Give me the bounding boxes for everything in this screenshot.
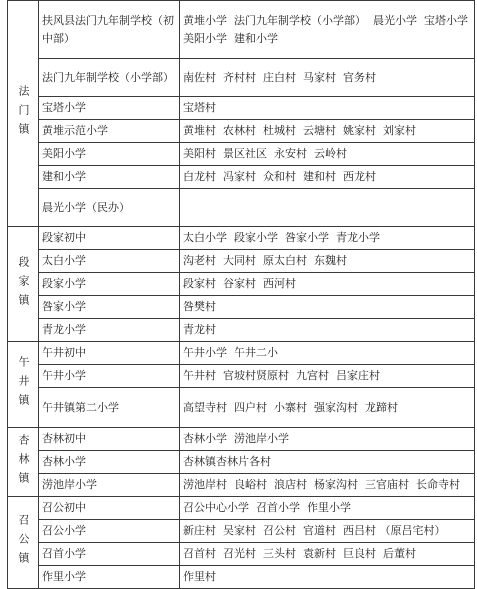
table-row — [8, 365, 475, 388]
catchment-area-cell: 作里村 — [180, 566, 475, 589]
table-row — [8, 388, 475, 428]
school-cell: 黄堆示范小学 — [39, 120, 180, 143]
table-row — [8, 166, 475, 189]
catchment-area-cell: 黄堆村 农林村 杜城村 云塘村 姚家村 刘家村 — [180, 120, 475, 143]
table-row — [8, 1, 475, 59]
school-cell: 杏林小学 — [39, 451, 180, 474]
school-cell: 咎家小学 — [39, 296, 180, 319]
table-row — [8, 474, 475, 497]
catchment-area-cell: 高望寺村 四户村 小寨村 强家沟村 龙蹄村 — [180, 388, 475, 428]
town-name: 段家镇 — [17, 255, 30, 313]
catchment-area-cell: 南佐村 齐村村 庄白村 马家村 官务村 — [180, 59, 475, 97]
catchment-area-cell: 杏林小学 涝池岸小学 — [180, 428, 475, 451]
town-cell — [8, 497, 39, 589]
catchment-area-cell: 宝塔村 — [180, 97, 475, 120]
table-row — [8, 319, 475, 342]
town-cell — [8, 227, 39, 342]
table-row — [8, 227, 475, 250]
table-row — [8, 189, 475, 227]
table-row — [8, 543, 475, 566]
school-cell: 作里小学 — [39, 566, 180, 589]
table-row — [8, 520, 475, 543]
table-row — [8, 342, 475, 365]
table-row — [8, 273, 475, 296]
table-row — [8, 120, 475, 143]
catchment-area-cell: 太白小学 段家小学 咎家小学 青龙小学 — [180, 227, 475, 250]
town-cell — [8, 428, 39, 497]
school-cell: 杏林初中 — [39, 428, 180, 451]
catchment-area-cell: 咎樊村 — [180, 296, 475, 319]
catchment-area-cell: 涝池岸村 良峪村 浪店村 杨家沟村 三官庙村 长命寺村 — [180, 474, 475, 497]
catchment-area-cell: 段家村 谷家村 西河村 — [180, 273, 475, 296]
table-row — [8, 428, 475, 451]
table-row — [8, 143, 475, 166]
school-cell: 晨光小学（民办） — [39, 189, 180, 227]
school-zone-table — [7, 0, 475, 589]
town-name: 召公镇 — [17, 514, 30, 571]
town-name: 杏林镇 — [17, 433, 30, 491]
table-row — [8, 497, 475, 520]
school-cell: 建和小学 — [39, 166, 180, 189]
school-cell: 扶风县法门九年制学校（初中部） — [39, 1, 180, 59]
table-row — [8, 97, 475, 120]
catchment-area-cell: 召首村 召光村 三头村 袁新村 巨良村 后董村 — [180, 543, 475, 566]
table-row — [8, 451, 475, 474]
table-row — [8, 250, 475, 273]
catchment-area-cell: 召公中心小学 召首小学 作里小学 — [180, 497, 475, 520]
catchment-area-cell: 午井村 官坡村贤原村 九宫村 吕家庄村 — [180, 365, 475, 388]
school-cell: 涝池岸小学 — [39, 474, 180, 497]
catchment-area-cell: 杏林镇杏林片各村 — [180, 451, 475, 474]
catchment-area-cell: 黄堆小学 法门九年制学校（小学部） 晨光小学 宝塔小学 美阳小学 建和小学 — [180, 1, 475, 59]
catchment-area-cell: 青龙村 — [180, 319, 475, 342]
catchment-area-cell: 沟老村 大同村 原太白村 东魏村 — [180, 250, 475, 273]
catchment-area-cell: 新庄村 吴家村 召公村 官道村 西吕村 （原吕宅村） — [180, 520, 475, 543]
town-name: 午井镇 — [17, 356, 30, 413]
town-cell — [8, 1, 39, 227]
school-cell: 午井初中 — [39, 342, 180, 365]
catchment-area-cell: 白龙村 冯家村 众和村 建和村 西龙村 — [180, 166, 475, 189]
school-cell: 宝塔小学 — [39, 97, 180, 120]
school-cell: 召首小学 — [39, 543, 180, 566]
table-row — [8, 59, 475, 97]
school-cell: 召公初中 — [39, 497, 180, 520]
town-cell — [8, 342, 39, 428]
catchment-area-cell: 美阳村 景区社区 永安村 云岭村 — [180, 143, 475, 166]
school-cell: 美阳小学 — [39, 143, 180, 166]
catchment-area-cell: 午井小学 午井二小 — [180, 342, 475, 365]
school-cell: 段家初中 — [39, 227, 180, 250]
catchment-area-cell — [180, 189, 475, 227]
school-cell: 午井镇第二小学 — [39, 388, 180, 428]
table-body — [8, 1, 475, 589]
school-cell: 午井小学 — [39, 365, 180, 388]
town-name: 法门镇 — [17, 85, 30, 142]
table-row — [8, 296, 475, 319]
school-cell: 青龙小学 — [39, 319, 180, 342]
school-cell: 段家小学 — [39, 273, 180, 296]
school-cell: 法门九年制学校（小学部） — [39, 59, 180, 97]
school-cell: 太白小学 — [39, 250, 180, 273]
school-cell: 召公小学 — [39, 520, 180, 543]
